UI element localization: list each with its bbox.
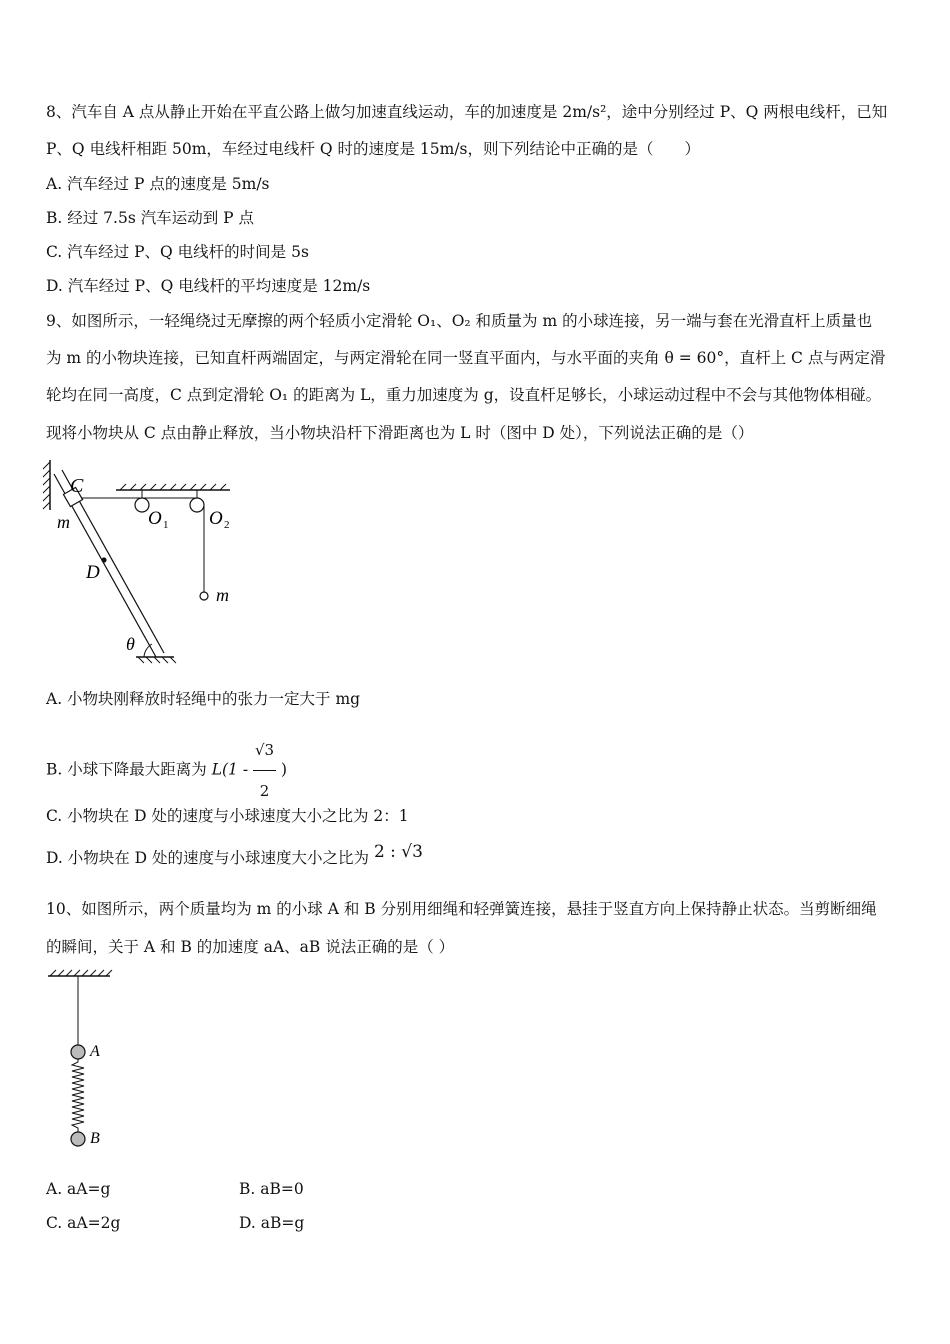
label-ball-a: A (90, 1043, 100, 1060)
q8-option-c: C. 汽车经过 P、Q 电线杆的时间是 5s (46, 243, 309, 261)
q8-stem-line1: 8、汽车自 A 点从静止开始在平直公路上做匀加速直线运动，车的加速度是 2m/s²，途中分别经过 P、Q 两根电线杆，已知 (46, 103, 888, 121)
q10-spring-diagram (44, 962, 134, 1154)
label-ball-b: B (90, 1130, 100, 1147)
q9-option-a: A. 小物块刚释放时轻绳中的张力一定大于 mg (46, 690, 361, 708)
q9-option-b (46, 730, 287, 811)
label-c: C (70, 475, 84, 497)
label-o2: O (209, 508, 223, 529)
q8-option-a: A. 汽车经过 P 点的速度是 5m/s (46, 175, 270, 193)
q10-stem-line2: 的瞬间，关于 A 和 B 的加速度 aA、aB 说法正确的是（ ） (46, 938, 455, 956)
q10-option-c: C. aA=2g (46, 1214, 121, 1232)
q9-stem-line4: 现将小物块从 C 点由静止释放，当小物块沿杆下滑距离也为 L 时（图中 D 处），下列说法正确的是（） (46, 424, 754, 442)
label-o1-sub: 1 (163, 519, 169, 531)
sqrt3-over-2-fraction (253, 730, 276, 811)
q9-option-b-close: ) (281, 760, 288, 779)
q9-stem-line3: 轮均在同一高度，C 点到定滑轮 O₁ 的距离为 L，重力加速度为 g，设直杆足够长，小球运动过程中不会与其他物体相碰。 (46, 386, 882, 404)
q9-option-b-expr: L(1 - (211, 760, 249, 779)
q9-pulley-diagram (40, 452, 250, 670)
label-o1: O (148, 508, 162, 529)
q10-stem-line1: 10、如图所示，两个质量均为 m 的小球 A 和 B 分别用细绳和轻弹簧连接，悬挂于竖直方向上保持静止状态。当剪断细绳 (46, 900, 877, 918)
label-theta: θ (126, 634, 135, 654)
q8-option-b: B. 经过 7.5s 汽车运动到 P 点 (46, 209, 254, 227)
q9-stem-line1: 9、如图所示，一轻绳绕过无摩擦的两个轻质小定滑轮 O₁、O₂ 和质量为 m 的小球连接，另一端与套在光滑直杆上质量也 (46, 312, 873, 330)
q8-stem-line2: P、Q 电线杆相距 50m，车经过电线杆 Q 时的速度是 15m/s，则下列结论中正确的是（ ） (46, 140, 700, 158)
fraction-denominator: 2 (259, 782, 270, 800)
q9-option-d-text: D. 小物块在 D 处的速度与小球速度大小之比为 (46, 849, 370, 867)
q9-option-c: C. 小物块在 D 处的速度与小球速度大小之比为 2：1 (46, 807, 409, 825)
label-o2-sub: 2 (224, 519, 230, 531)
q8-option-d: D. 汽车经过 P、Q 电线杆的平均速度是 12m/s (46, 277, 371, 295)
fraction-numerator: √3 (253, 730, 276, 771)
q9-option-d-ratio: 2 : √3 (373, 842, 423, 862)
q9-option-b-text: B. 小球下降最大距离为 (46, 760, 207, 779)
q9-stem-line2: 为 m 的小物块连接，已知直杆两端固定，与两定滑轮在同一竖直平面内，与水平面的夹角 θ = 60°，直杆上 C 点与两定滑 (46, 349, 886, 367)
label-m-block: m (57, 512, 70, 532)
label-m-ball: m (216, 585, 229, 605)
label-d: D (86, 562, 100, 583)
q9-option-d (46, 842, 423, 868)
q10-option-a: A. aA=g (46, 1180, 111, 1198)
q10-option-d: D. aB=g (239, 1214, 305, 1232)
q10-option-b: B. aB=0 (239, 1180, 304, 1198)
